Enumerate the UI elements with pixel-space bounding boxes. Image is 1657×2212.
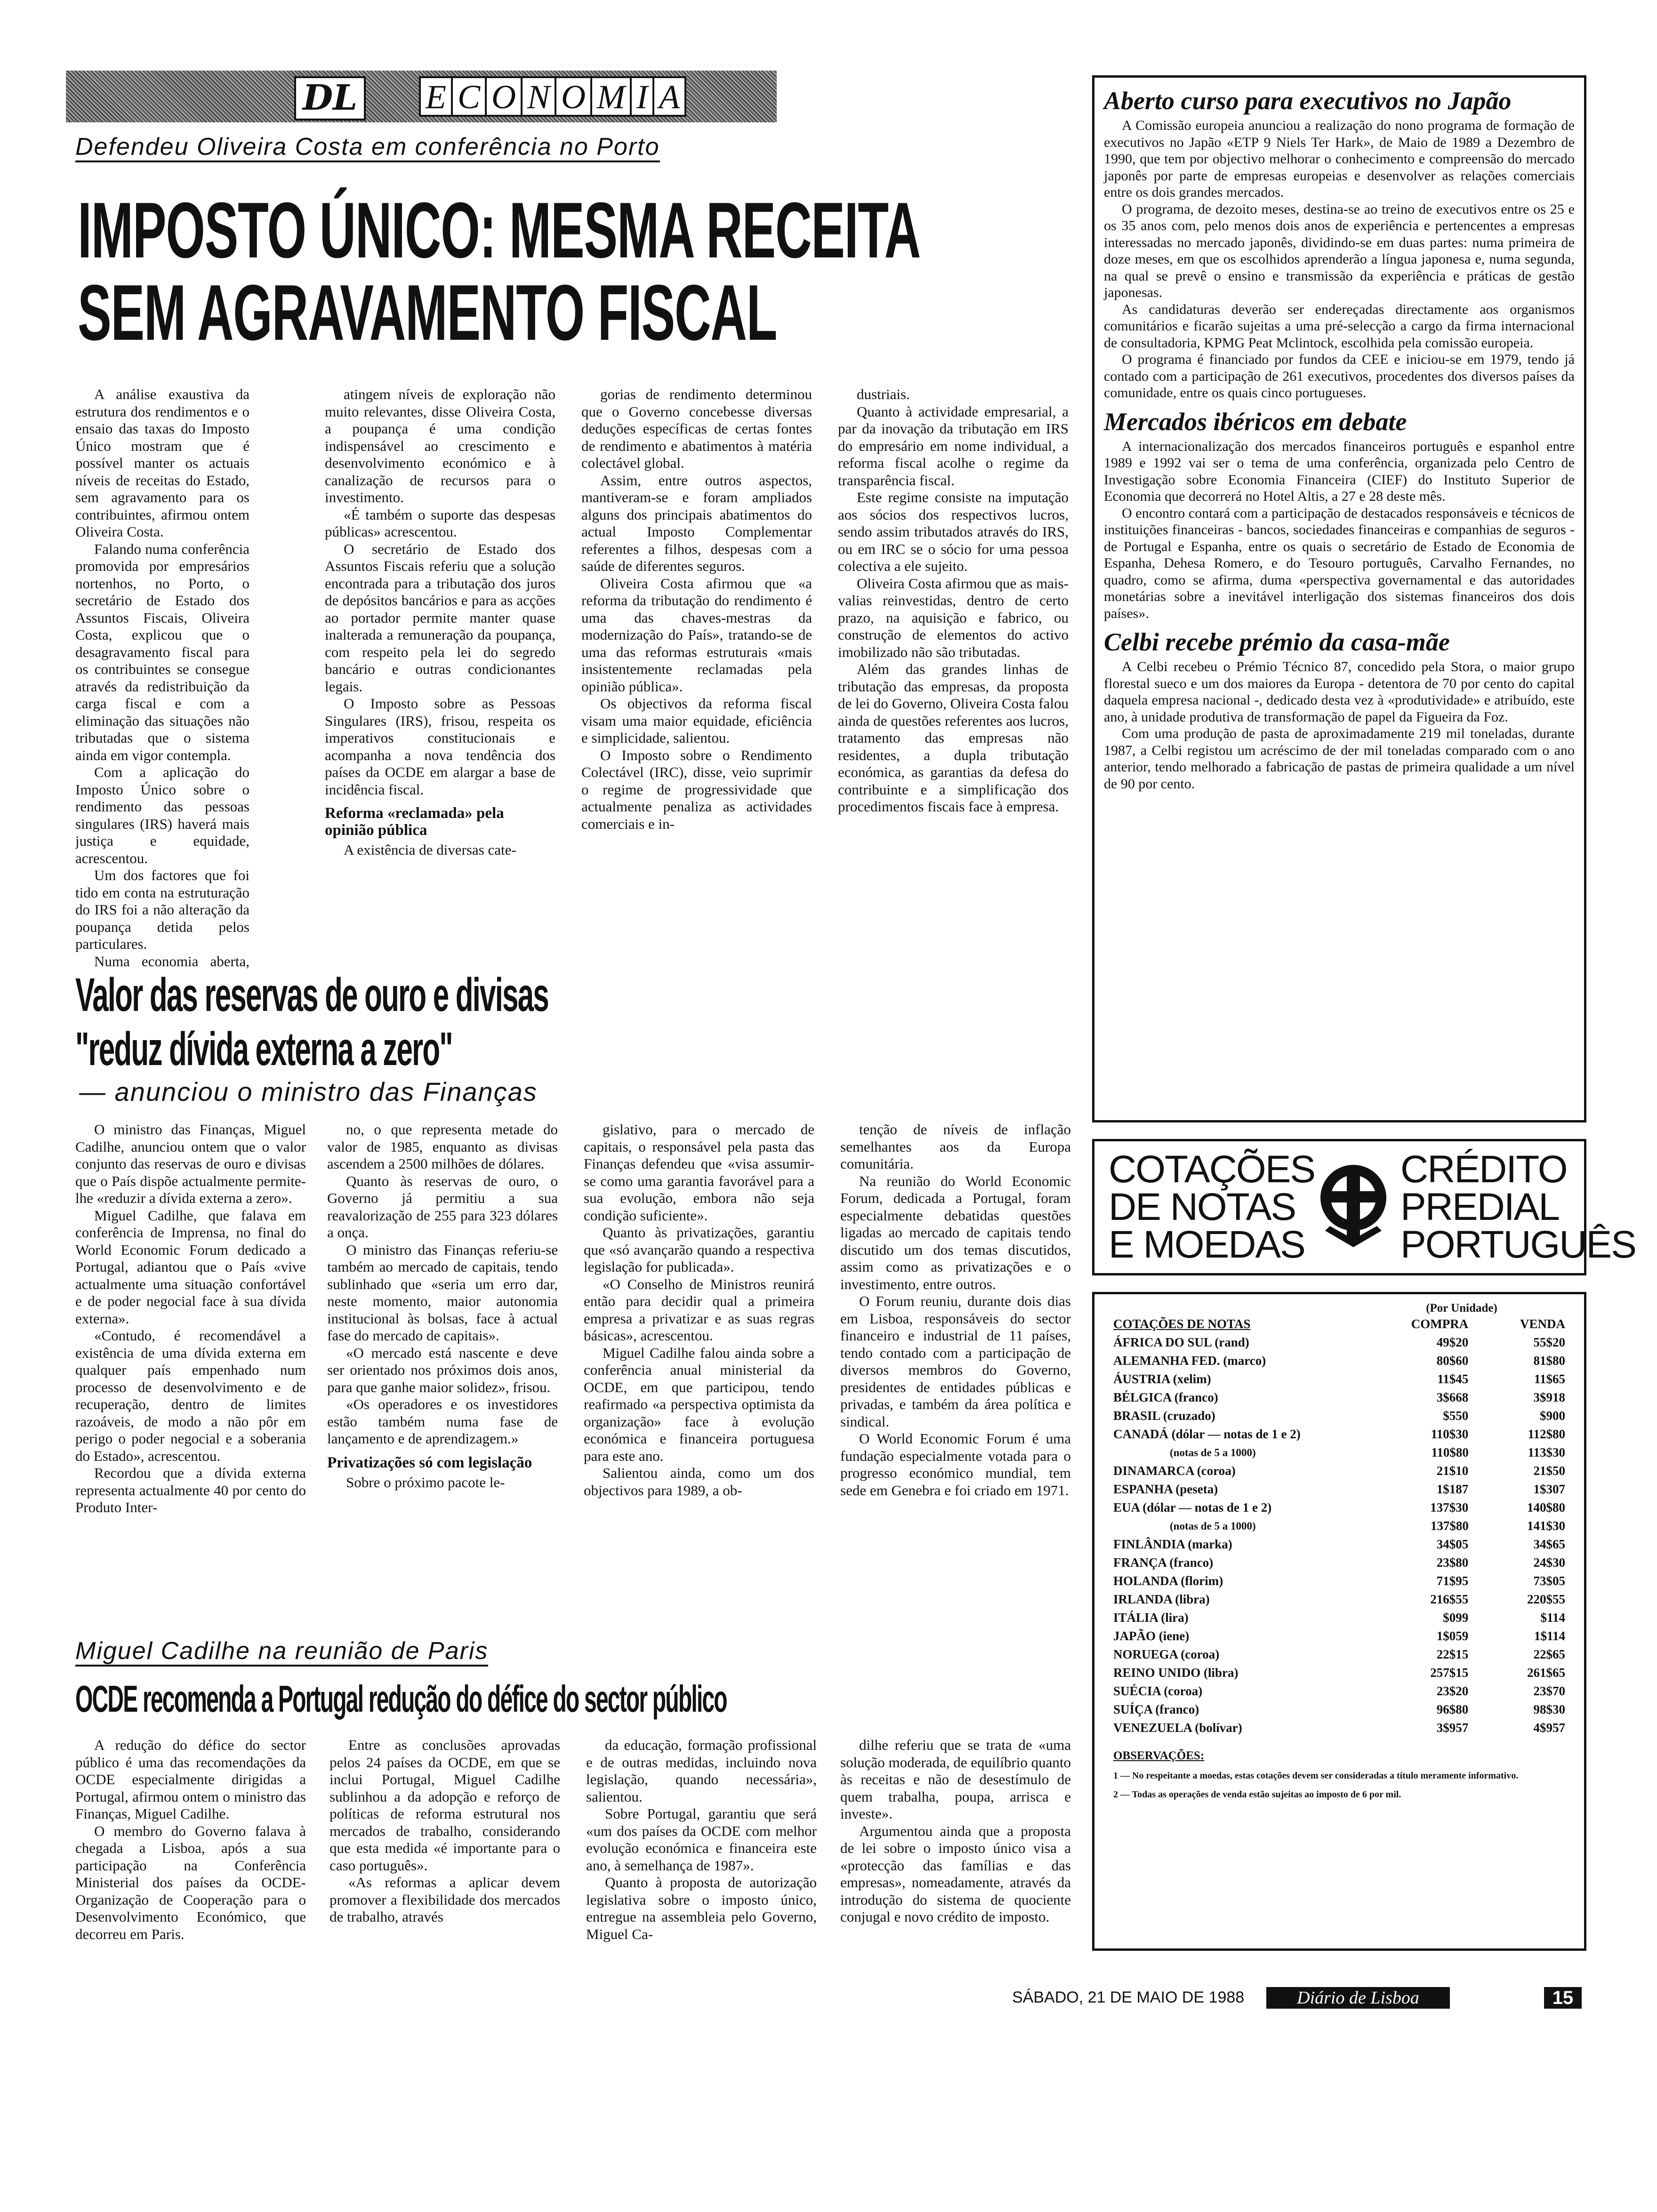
story3-kicker: Miguel Cadilhe na reunião de Paris bbox=[75, 1637, 612, 1665]
rate-buy: 110$80 bbox=[1431, 1445, 1469, 1459]
story2-paragraph: O World Economic Forum é uma fundação especialmente votada para o progresso económico mundial, tem sede em Genebra e foi criado em 1971. bbox=[840, 1430, 1071, 1499]
ad-left-line-1: COTAÇÕES bbox=[1109, 1148, 1315, 1191]
rate-buy: 137$80 bbox=[1430, 1519, 1469, 1533]
rate-sell: 21$50 bbox=[1533, 1464, 1565, 1478]
rate-buy: 23$80 bbox=[1436, 1555, 1469, 1570]
rate-buy: 96$80 bbox=[1436, 1702, 1469, 1716]
rate-row bbox=[1113, 1407, 1565, 1425]
rate-sell: 81$80 bbox=[1533, 1354, 1565, 1368]
story1-column-1 bbox=[75, 386, 249, 970]
rate-buy: 11$45 bbox=[1437, 1372, 1469, 1386]
story2-paragraph: gislativo, para o mercado de capitais, o responsável pela pasta das Finanças defendeu que «visa assumir-se como uma garantia favorável para a sua evolução, embora não seja condição suficiente». bbox=[584, 1121, 814, 1224]
rate-buy: 34$05 bbox=[1436, 1537, 1469, 1551]
rate-sell: 140$80 bbox=[1527, 1500, 1565, 1515]
story3-paragraph: Quanto à proposta de autorização legislativa sobre o imposto único, entregue na assembleia pelo Governo, Miguel Ca- bbox=[586, 1874, 817, 1942]
paper-name: Diário de Lisboa bbox=[1266, 1987, 1450, 2009]
rate-currency: DINAMARCA (coroa) bbox=[1113, 1464, 1236, 1478]
rate-sell: 55$20 bbox=[1533, 1335, 1565, 1349]
rate-currency: JAPÃO (iene) bbox=[1113, 1629, 1190, 1643]
rate-row bbox=[1113, 1388, 1565, 1407]
brief-paragraph: A internacionalização dos mercados financeiros português e espanhol entre 1989 e 1992 vai ser o tema de uma conferência, organizada pelo Centro de Investigação sobre Economia Financeira (CIEF) do Instituto Superior de Economia que decorrerá no Hotel Altis, a 27 e 28 deste mês. bbox=[1104, 438, 1575, 504]
brief-title: Aberto curso para executivos no Japão bbox=[1104, 87, 1512, 115]
story1-headline-line1: IMPOSTO ÚNICO: MESMA RECEITA bbox=[78, 186, 921, 274]
story2-paragraph: Recordou que a dívida externa representa actualmente 40 por cento do Produto Inter- bbox=[75, 1465, 306, 1515]
rates-table bbox=[1092, 1292, 1586, 1951]
rate-currency: ALEMANHA FED. (marco) bbox=[1113, 1354, 1266, 1368]
section-name-letter: M bbox=[590, 76, 632, 117]
rate-row bbox=[1113, 1664, 1565, 1682]
rate-sell: $900 bbox=[1540, 1409, 1565, 1423]
rate-sell: $114 bbox=[1540, 1611, 1565, 1625]
story1-kicker: Defendeu Oliveira Costa em conferência no Porto bbox=[75, 133, 781, 161]
story3-paragraph: Entre as conclusões aprovadas pelos 24 países da OCDE, em que se inclui Portugal, Miguel Cadilhe sublinhou a da adopção e reforço de políticas de reforma estrutural nos mercados de trabalho, considerando que esta medida «é importante para o caso português». bbox=[330, 1737, 560, 1874]
rates-unit-note: (Por Unidade) bbox=[1426, 1302, 1497, 1314]
rate-row bbox=[1113, 1425, 1565, 1443]
bank-logo-icon bbox=[1316, 1160, 1391, 1250]
rate-buy: 1$059 bbox=[1436, 1629, 1469, 1643]
rate-row bbox=[1113, 1499, 1565, 1517]
brief-paragraph: As candidaturas deverão ser endereçadas directamente aos organismos comunitários e ficarão sujeitas a uma pré-selecção a cargo da firma internacional de consultadoria, KPMG Peat Mclintock, escolhida pela comissão europeia. bbox=[1104, 301, 1575, 351]
story2-headline-line2: "reduz dívida externa a zero" bbox=[75, 1023, 452, 1075]
rate-sell: 113$30 bbox=[1528, 1445, 1565, 1459]
rate-row bbox=[1113, 1517, 1565, 1535]
brief-paragraph: O programa é financiado por fundos da CEE e iniciou-se em 1979, tendo já contado com a participação de 261 executivos, procedentes dos diversos países da comunidade, entre os quais cinco portugueses. bbox=[1104, 352, 1575, 401]
rate-sell: 24$30 bbox=[1533, 1555, 1565, 1570]
story2-paragraph: O ministro das Finanças, Miguel Cadilhe, anunciou ontem que o valor conjunto das reservas de ouro e divisas que o País dispõe actualmente permite-lhe «reduzir a dívida externa a zero». bbox=[75, 1121, 306, 1206]
ad-left-line-3: E MOEDAS bbox=[1109, 1223, 1305, 1266]
story1-paragraph: Quanto à actividade empresarial, a par da inovação da tributação em IRS do empresário em nome individual, a reforma fiscal acolhe o regime da transparência fiscal. bbox=[838, 403, 1069, 489]
ad-right-text bbox=[1400, 1148, 1636, 1266]
section-name-letter: O bbox=[555, 76, 592, 117]
story1-paragraph: Com a aplicação do Imposto Único sobre o rendimento das pessoas singulares (IRS) haverá mais justiça e equidade, acrescentou. bbox=[75, 764, 249, 866]
story1-paragraph: Um dos factores que foi tido em conta na estruturação do IRS foi a não alteração da poupança detida pelos particulares. bbox=[75, 867, 249, 952]
rate-currency: EUA (dólar — notas de 1 e 2) bbox=[1113, 1500, 1272, 1515]
page-number: 15 bbox=[1544, 1987, 1582, 2009]
section-name-letter: I bbox=[630, 76, 654, 117]
story2-column-1 bbox=[75, 1121, 306, 1620]
brief-title: Celbi recebe prémio da casa-mãe bbox=[1104, 628, 1450, 656]
rate-buy: 71$95 bbox=[1436, 1574, 1469, 1588]
ad-right-line-1: CRÉDITO bbox=[1400, 1148, 1567, 1191]
story3-paragraph: Argumentou ainda que a proposta de lei sobre o imposto único visa a «protecção das famílias e das empresas», nomeadamente, através da introdução do sistema de quociente conjugal e novo crédito de imposto. bbox=[840, 1822, 1071, 1925]
story1-after-subhead: A existência de diversas cate- bbox=[344, 842, 516, 858]
story2-paragraph: Salientou ainda, como um dos objectivos para 1989, a ob- bbox=[584, 1465, 814, 1499]
rate-sell: 11$65 bbox=[1534, 1372, 1565, 1386]
rate-row bbox=[1113, 1333, 1565, 1352]
rate-currency: (notas de 5 a 1000) bbox=[1170, 1447, 1256, 1459]
rate-buy: 3$668 bbox=[1436, 1390, 1469, 1404]
rate-row bbox=[1113, 1462, 1565, 1480]
rate-buy: 1$187 bbox=[1436, 1482, 1469, 1496]
rate-sell: 112$80 bbox=[1528, 1427, 1565, 1441]
brief-paragraph: A Comissão europeia anunciou a realização do nono programa de formação de executivos no Japão «ETP 9 Niels Ter Hark», de Maio de 1989 a Dezembro de 1990, que tem por objectivo melhorar o conhecimento e compreensão do mercado japonês por parte de empresas europeias e desenvolver as relações comerciais entre os dois grandes mercados. bbox=[1104, 118, 1575, 200]
rate-buy: 110$30 bbox=[1431, 1427, 1469, 1441]
story1-paragraph: Assim, entre outros aspectos, mantiveram-se e foram ampliados alguns dos principais abatimentos do actual Imposto Complementar referentes a filhos, despesas com a saúde de diferentes seguros. bbox=[581, 472, 812, 574]
ad-left-line-2: DE NOTAS bbox=[1109, 1186, 1296, 1228]
rates-notes-title: OBSERVAÇÕES: bbox=[1113, 1749, 1205, 1762]
rate-row bbox=[1113, 1480, 1565, 1499]
story2-paragraph: «O Conselho de Ministros reunirá então para decidir qual a primeira empresa a privatizar e as suas regras básicas», acrescentou. bbox=[584, 1275, 814, 1344]
rate-row bbox=[1113, 1535, 1565, 1554]
story1-column-4 bbox=[838, 386, 1069, 970]
rate-row bbox=[1113, 1370, 1565, 1388]
section-name bbox=[419, 76, 686, 117]
rate-buy: 21$10 bbox=[1436, 1464, 1469, 1478]
rate-sell: 3$918 bbox=[1533, 1390, 1565, 1404]
story2-subhead: Privatizações só com legislação bbox=[327, 1454, 532, 1471]
rate-currency: BÉLGICA (franco) bbox=[1113, 1390, 1218, 1404]
rate-sell: 1$307 bbox=[1533, 1482, 1565, 1496]
rate-sell: 4$957 bbox=[1533, 1721, 1565, 1735]
section-name-letter: A bbox=[652, 76, 686, 117]
story3-column-3 bbox=[586, 1737, 817, 2033]
brief-body bbox=[1104, 438, 1575, 622]
story1-paragraph: Este regime consiste na imputação aos sócios dos respectivos lucros, sendo assim tributados através do IRS, ou em IRC se o sócio for uma pessoa colectiva a ele sujeito. bbox=[838, 489, 1069, 574]
rate-row bbox=[1113, 1554, 1565, 1572]
rate-buy: $550 bbox=[1443, 1409, 1469, 1423]
rate-buy: 257$15 bbox=[1430, 1666, 1469, 1680]
story2-paragraph: Quanto às reservas de ouro, o Governo já permitiu a sua reavalorização de 255 para 323 dólares a onça. bbox=[327, 1172, 558, 1241]
story2-headline-line1: Valor das reservas de ouro e divisas bbox=[75, 969, 548, 1021]
rate-row bbox=[1113, 1609, 1565, 1627]
story1-paragraph: O Imposto sobre as Pessoas Singulares (IRS), frisou, respeita os imperativos constitucionais e acompanha a nova tendência dos países da OCDE em alargar a base de incidência fiscal. bbox=[325, 695, 555, 798]
rates-header-name: COTAÇÕES DE NOTAS bbox=[1113, 1317, 1251, 1331]
rate-sell: 98$30 bbox=[1533, 1702, 1565, 1716]
rate-row bbox=[1113, 1645, 1565, 1664]
rates-header-buy: COMPRA bbox=[1411, 1317, 1469, 1331]
rate-currency: BRASIL (cruzado) bbox=[1113, 1409, 1215, 1423]
section-name-letter: C bbox=[451, 76, 487, 117]
rate-buy: 22$15 bbox=[1436, 1647, 1469, 1661]
rate-currency: IRLANDA (libra) bbox=[1113, 1592, 1210, 1606]
rate-sell: 23$70 bbox=[1533, 1684, 1565, 1698]
rate-currency: (notas de 5 a 1000) bbox=[1170, 1520, 1256, 1532]
section-logo: DL bbox=[294, 76, 366, 120]
rates-header-sell: VENDA bbox=[1520, 1317, 1565, 1331]
story2-paragraph: «Contudo, é recomendável a existência de uma dívida externa em qualquer país empenhado num processo de desenvolvimento e de recuperação, dentro de limites razoáveis, de modo a não pôr em perigo o poder negocial e a soberania do Estado», acrescentou. bbox=[75, 1327, 306, 1464]
rate-buy: 23$20 bbox=[1436, 1684, 1469, 1698]
rate-currency: SUÉCIA (coroa) bbox=[1113, 1684, 1203, 1698]
brief-body bbox=[1104, 117, 1575, 401]
story3-paragraph: Sobre Portugal, garantiu que será «um dos países da OCDE com melhor evolução económica e financeira este ano, à semelhança de 1987». bbox=[586, 1805, 817, 1874]
story1-paragraph: Os objectivos da reforma fiscal visam uma maior equidade, eficiência e simplicidade, salientou. bbox=[581, 695, 812, 746]
ad-right-line-3: PORTUGUÊS bbox=[1400, 1223, 1636, 1266]
rate-sell: 22$65 bbox=[1533, 1647, 1565, 1661]
rate-row bbox=[1113, 1443, 1565, 1462]
rate-sell: 34$65 bbox=[1533, 1537, 1565, 1551]
rate-note: 1 — No respeitante a moedas, estas cotações devem ser consideradas a título meramente informativo. bbox=[1113, 1771, 1519, 1781]
sidebar-box bbox=[1092, 75, 1586, 1122]
story1-paragraph: Oliveira Costa afirmou que as mais-valias reinvestidas, dentro de certo prazo, na aquisição e fabrico, ou construção de elementos do activo imobilizado não são tributadas. bbox=[838, 575, 1069, 660]
brief-paragraph: Com uma produção de pasta de aproximadamente 219 mil toneladas, durante 1987, a Celbi registou um acréscimo de der mil toneladas comparado com o ano anterior, tendo melhorado a fabricação de pastas de primeira qualidade a um nível de 90 por cento. bbox=[1104, 726, 1575, 792]
story2-paragraph: «Os operadores e os investidores estão também numa fase de lançamento e de aprendizagem.» bbox=[327, 1396, 558, 1447]
rate-currency: NORUEGA (coroa) bbox=[1113, 1647, 1220, 1661]
rate-note: 2 — Todas as operações de venda estão sujeitas ao imposto de 6 por mil. bbox=[1113, 1789, 1401, 1800]
story1-paragraph: Além das grandes linhas de tributação das empresas, da proposta de lei do Governo, Oliveira Costa falou ainda de questões referentes aos lucros, tratamento das empresas não residentes, a dupla tributação económica, as garantias da defesa do contribuinte e a simplificação dos procedimentos fiscais face à empresa. bbox=[838, 661, 1069, 815]
rate-currency: SUÍÇA (franco) bbox=[1113, 1702, 1199, 1716]
story1-headline-line2: SEM AGRAVAMENTO FISCAL bbox=[78, 268, 777, 357]
rate-currency: ESPANHA (peseta) bbox=[1113, 1482, 1218, 1496]
story2-column-2 bbox=[327, 1121, 558, 1620]
rate-buy: 216$55 bbox=[1430, 1592, 1469, 1606]
rate-buy: 49$20 bbox=[1436, 1335, 1469, 1349]
story3-paragraph: O membro do Governo falava à chegada a Lisboa, após a sua participação na Conferência Ministerial dos países da OCDE-Organização de Cooperação para o Desenvolvimento Económico, que decorreu em Paris. bbox=[75, 1822, 306, 1942]
rate-currency: ÁFRICA DO SUL (rand) bbox=[1113, 1335, 1249, 1349]
rate-currency: ÁUSTRIA (xelim) bbox=[1113, 1372, 1211, 1386]
story2-paragraph: O Forum reuniu, durante dois dias em Lisboa, responsáveis do sector financeiro e industrial de 11 países, tendo contado com a participação de diversos membros do Governo, presidentes de entidades públicas e privadas, e também da área política e sindical. bbox=[840, 1293, 1071, 1430]
rate-row bbox=[1113, 1572, 1565, 1590]
rate-row bbox=[1113, 1700, 1565, 1719]
story3-column-2 bbox=[330, 1737, 560, 2033]
story1-paragraph: Oliveira Costa afirmou que «a reforma da tributação do rendimento é uma das chaves-mestras da modernização do País», tratando-se de uma das reformas estruturais «mais insistentemente reclamadas pela opinião pública». bbox=[581, 575, 812, 695]
section-name-letter: E bbox=[419, 76, 453, 117]
brief-paragraph: A Celbi recebeu o Prémio Técnico 87, concedido pela Stora, o maior grupo florestal sueco e um dos maiores da Europa - detentora de 70 por cento do capital daquela empresa nacional -, dedicado desta vez à «produtividade» e atribuído, este ano, à unidade produtiva de transformação de papel da Figueira da Foz. bbox=[1104, 659, 1575, 725]
story1-paragraph: «É também o suporte das despesas públicas» acrescentou. bbox=[325, 506, 555, 540]
ad-right-line-2: PREDIAL bbox=[1400, 1186, 1559, 1228]
story1-column-3 bbox=[581, 386, 812, 970]
rate-currency: VENEZUELA (bolívar) bbox=[1113, 1721, 1242, 1735]
story2-kicker: — anunciou o ministro das Finanças bbox=[79, 1077, 538, 1106]
story2-column-4 bbox=[840, 1121, 1071, 1620]
section-name-letter: N bbox=[521, 76, 556, 117]
rate-currency: FINLÂNDIA (marka) bbox=[1113, 1537, 1232, 1551]
story3-paragraph: dilhe referiu que se trata de «uma solução moderada, de equilíbrio quanto às receitas e não de desestímulo de quem trabalha, poupa, arrisca e investe». bbox=[840, 1737, 1071, 1822]
story2-paragraph: Quanto às privatizações, garantiu que «só avançarão quando a respectiva legislação for publicada». bbox=[584, 1224, 814, 1275]
section-name-letter: O bbox=[485, 76, 523, 117]
rate-currency: FRANÇA (franco) bbox=[1113, 1555, 1214, 1570]
rate-buy: 80$60 bbox=[1436, 1354, 1469, 1368]
story3-paragraph: A redução do défice do sector público é uma das recomendações da OCDE especialmente dirigidas a Portugal, afirmou ontem o ministro das Finanças, Miguel Cadilhe. bbox=[75, 1737, 306, 1822]
rate-sell: 261$65 bbox=[1527, 1666, 1565, 1680]
story2-paragraph: Miguel Cadilhe, que falava em conferência de Imprensa, no final do World Economic Forum dedicado a Portugal, adiantou que o País «vive actualmente uma situação confortável e de poder negocial face à sua dívida externa». bbox=[75, 1207, 306, 1327]
story1-column-2 bbox=[325, 386, 555, 970]
rate-row bbox=[1113, 1352, 1565, 1370]
story2-column-3 bbox=[584, 1121, 814, 1620]
story1-paragraph: Falando numa conferência promovida por empresários nortenhos, no Porto, o secretário de Estado dos Assuntos Fiscais, Oliveira Costa, explicou que o desagravamento fiscal para os contribuintes se consegue através da redistribuição da carga fiscal e com a eliminação das situações não tributadas que o sistema ainda em vigor contempla. bbox=[75, 540, 249, 763]
rate-sell: 73$05 bbox=[1533, 1574, 1565, 1588]
rate-row bbox=[1113, 1719, 1565, 1737]
story2-paragraph: Miguel Cadilhe falou ainda sobre a conferência anual ministerial da OCDE, em que participou, tendo reafirmado «a perspectiva optimista da organização» face à evolução económica e financeira portuguesa para este ano. bbox=[584, 1344, 814, 1464]
rate-sell: 220$55 bbox=[1527, 1592, 1565, 1606]
story3-column-1 bbox=[75, 1737, 306, 2033]
rate-row bbox=[1113, 1590, 1565, 1609]
story1-subhead: Reforma «reclamada» pela opinião pública bbox=[325, 805, 504, 839]
story2-after-subhead: Sobre o próximo pacote le- bbox=[346, 1474, 505, 1491]
story2-paragraph: «O mercado está nascente e deve ser orientado nos próximos dois anos, para que ganhe maior solidez», frisou. bbox=[327, 1344, 558, 1395]
story2-paragraph: tenção de níveis de inflação semelhantes aos da Europa comunitária. bbox=[840, 1121, 1071, 1172]
story3-paragraph: «As reformas a aplicar devem promover a flexibilidade dos mercados de trabalho, através bbox=[330, 1874, 560, 1925]
story1-paragraph: atingem níveis de exploração não muito relevantes, disse Oliveira Costa, a poupança é uma condição indispensável ao crescimento e desenvolvimento económico e à canalização de recursos para o investimento. bbox=[325, 386, 555, 505]
story2-paragraph: O ministro das Finanças referiu-se também ao mercado de capitais, tendo sublinhado que «seria um erro dar, neste momento, maior autonomia institucional às bolsas, face à actual fase do mercado de capitais». bbox=[327, 1241, 558, 1344]
story3-headline: OCDE recomenda a Portugal redução do défice do sector público bbox=[75, 1678, 727, 1720]
page-date: SÁBADO, 21 DE MAIO DE 1988 bbox=[1012, 1988, 1245, 2006]
rate-row bbox=[1113, 1627, 1565, 1645]
rate-buy: 3$957 bbox=[1436, 1721, 1469, 1735]
bank-ad bbox=[1092, 1139, 1636, 1275]
brief-paragraph: O programa, de dezoito meses, destina-se ao treino de executivos entre os 25 e os 35 anos com, pelo menos dois anos de experiência e pertencentes a empresas interessadas no mercado japonês, dividindo-se em duas partes: numa primeira de doze meses, em que os escolhidos aprenderão a língua japonesa e, numa segunda, na qual se prevê o ensino e transmissão da experiência e práticas de gestão japonesas. bbox=[1104, 201, 1575, 300]
story1-paragraph: gorias de rendimento determinou que o Governo concebesse diversas deduções específicas de certas fontes de rendimento e abatimentos à matéria colectável global. bbox=[581, 386, 812, 471]
story1-paragraph: O Imposto sobre o Rendimento Colectável (IRC), disse, veio suprimir o regime de progressividade que actualmente penaliza as actividades comerciais e in- bbox=[581, 746, 812, 832]
story2-paragraph: Na reunião do World Economic Forum, dedicada a Portugal, foram especialmente debatidas questões ligadas ao mercado de capitais tendo discutido um dos temas discutidos, assim como as privatizações e o investimento, entre outros. bbox=[840, 1172, 1071, 1292]
brief-title: Mercados ibéricos em debate bbox=[1104, 407, 1407, 436]
story1-paragraph: dustriais. bbox=[857, 386, 910, 402]
rates-header bbox=[1113, 1315, 1565, 1333]
rate-sell: 1$114 bbox=[1534, 1629, 1565, 1643]
rate-currency: CANADÁ (dólar — notas de 1 e 2) bbox=[1113, 1427, 1301, 1441]
story1-paragraph: Numa economia aberta, bbox=[94, 953, 249, 970]
story1-paragraph: A análise exaustiva da estrutura dos rendimentos e o ensaio das taxas do Imposto Único mostram que é possível manter os actuais níveis de receitas do Estado, sem agravamento para os contribuintes, afirmou ontem Oliveira Costa. bbox=[75, 386, 249, 540]
rate-currency: HOLANDA (florim) bbox=[1113, 1574, 1223, 1588]
rate-row bbox=[1113, 1682, 1565, 1700]
rate-sell: 141$30 bbox=[1527, 1519, 1565, 1533]
rate-currency: REINO UNIDO (libra) bbox=[1113, 1666, 1239, 1680]
rate-buy: $099 bbox=[1443, 1611, 1469, 1625]
brief-paragraph: O encontro contará com a participação de destacados responsáveis e técnicos de instituições financeiras - bancos, sociedades financeiras e companhias de seguros - de Portugal e Espanha, entre os quais o secretário de Estado de Economia de Espanha, Dehesa Romero, e do Tesouro português, Carvalho Fernandes, no quadro, como se afirma, duma «perspectiva governamental e das autoridades monetárias sobre a inevitável interligação dos sistemas financeiros dos dois países». bbox=[1104, 505, 1575, 621]
story1-paragraph: O secretário de Estado dos Assuntos Fiscais referiu que a solução encontrada para a tributação dos juros de depósitos bancários e para as acções ao portador permite manter quase inalterada a remuneração da poupança, com respeito pela lei do segredo bancário e outras condicionantes legais. bbox=[325, 540, 555, 695]
rate-currency: ITÁLIA (lira) bbox=[1113, 1611, 1189, 1625]
story2-paragraph: no, o que representa metade do valor de 1985, enquanto as divisas ascendem a 2500 milhões de dólares. bbox=[327, 1121, 558, 1172]
brief-body bbox=[1104, 658, 1575, 792]
rate-buy: 137$30 bbox=[1430, 1500, 1469, 1515]
ad-left-text bbox=[1109, 1148, 1315, 1266]
story3-paragraph: da educação, formação profissional e de outras medidas, incluindo nova legislação, quando necessária», salientou. bbox=[586, 1737, 817, 1805]
